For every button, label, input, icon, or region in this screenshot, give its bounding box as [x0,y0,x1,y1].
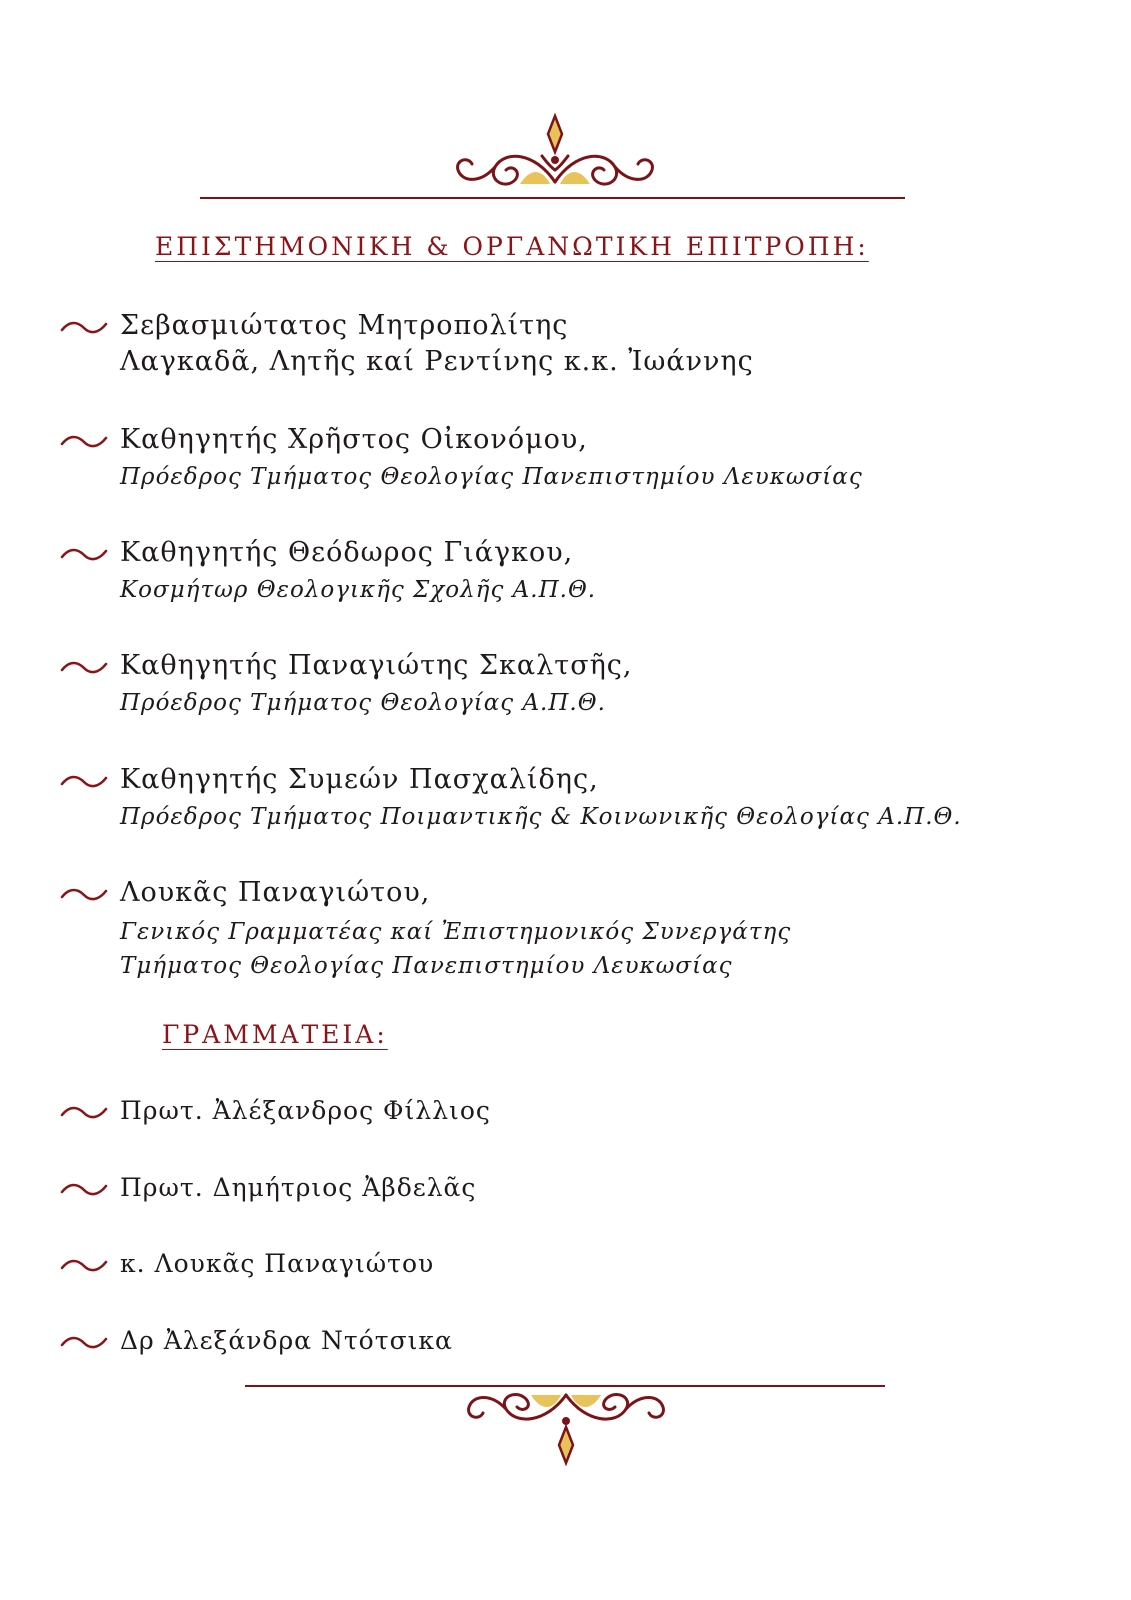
tilde-bullet-icon [60,547,108,563]
member-name: Καθηγητής Χρῆστος Οἰκονόμου, [120,424,588,455]
member-name: Σεβασμιώτατος Μητροπολίτης [120,310,569,341]
tilde-bullet-icon [60,1182,108,1198]
tilde-bullet-icon [60,1258,108,1274]
tilde-bullet-icon [60,1105,108,1121]
tilde-bullet-icon [60,887,108,903]
member-role: Πρόεδρος Τμήματος Ποιμαντικῆς & Κοινωνικῆς Θεολογίας Α.Π.Θ. [120,804,962,830]
member-role: Πρόεδρος Τμήματος Θεολογίας Πανεπιστημίου Λευκωσίας [120,464,863,490]
top-flourish-ornament [450,112,660,198]
member-name: Καθηγητής Παναγιώτης Σκαλτσῆς, [120,650,633,681]
tilde-bullet-icon [60,660,108,676]
member-name: Καθηγητής Θεόδωρος Γιάγκου, [120,537,574,568]
secretariat-name: Πρωτ. Δημήτριος Ἀβδελᾶς [120,1173,477,1202]
tilde-bullet-icon [60,320,108,336]
tilde-bullet-icon [60,1335,108,1351]
member-name: Λουκᾶς Παναγιώτου, [120,877,431,908]
tilde-bullet-icon [60,774,108,790]
member-role: Πρόεδρος Τμήματος Θεολογίας Α.Π.Θ. [120,690,606,716]
member-role: Κοσμήτωρ Θεολογικῆς Σχολῆς Α.Π.Θ. [120,577,597,603]
bottom-flourish-ornament [461,1387,671,1467]
member-name: Καθηγητής Συμεών Πασχαλίδης, [120,764,599,795]
tilde-bullet-icon [60,434,108,450]
member-role-line2: Τμήματος Θεολογίας Πανεπιστημίου Λευκωσίας [120,953,733,979]
member-name-line2: Λαγκαδᾶ, Λητῆς καί Ρεντίνης κ.κ. Ἰωάννης [120,346,754,377]
secretariat-heading: ΓΡΑΜΜΑΤΕΙΑ: [162,1020,388,1049]
committee-heading: ΕΠΙΣΤΗΜΟΝΙΚΗ & ΟΡΓΑΝΩΤΙΚΗ ΕΠΙΤΡΟΠΗ: [155,232,869,261]
secretariat-name: κ. Λουκᾶς Παναγιώτου [120,1249,435,1278]
secretariat-name: Δρ Ἀλεξάνδρα Ντότσικα [120,1326,453,1355]
member-role: Γενικός Γραμματέας καί Ἐπιστημονικός Συνεργάτης [120,919,792,945]
secretariat-name: Πρωτ. Ἀλέξανδρος Φίλλιος [120,1096,491,1125]
